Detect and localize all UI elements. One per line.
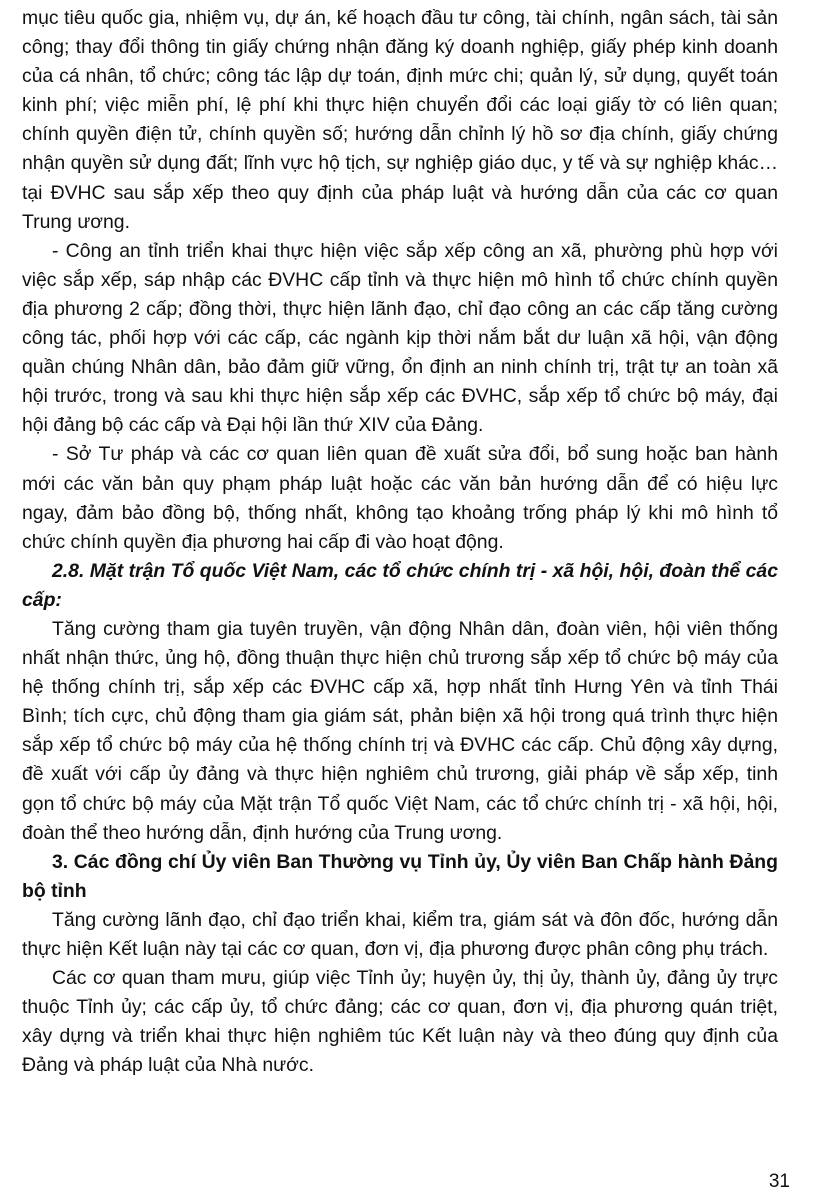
paragraph-agencies: Các cơ quan tham mưu, giúp việc Tỉnh ủy; huyện ủy, thị ủy, thành ủy, đảng ủy trực thuộc Tỉnh ủy; các cấp ủy, tổ chức đảng; các cơ quan, đơn vị, địa phương quán triệt, xây dựng và triển khai thực hiện nghiêm túc Kết luận này và theo đúng quy định của Đảng và pháp luật của Nhà nước. xyxy=(22,967,778,1077)
section-heading-2-8: 2.8. Mặt trận Tổ quốc Việt Nam, các tổ chức chính trị - xã hội, hội, đoàn thể các cấp: xyxy=(22,559,778,611)
paragraph-justice: - Sở Tư pháp và các cơ quan liên quan đề xuất sửa đổi, bổ sung hoặc ban hành mới các văn bản quy phạm pháp luật hoặc các văn bản hướng dẫn để có hiệu lực ngay, đảm bảo đồng bộ, thống nhất, không tạo khoảng trống pháp lý khi mô hình tổ chức chính quyền địa phương hai cấp đi vào hoạt động. xyxy=(22,443,778,553)
page-number: 31 xyxy=(768,1171,790,1192)
document-page xyxy=(22,4,778,1080)
paragraph-continuation: mục tiêu quốc gia, nhiệm vụ, dự án, kế hoạch đầu tư công, tài chính, ngân sách, tài sản công; thay đổi thông tin giấy chứng nhận đăng ký doanh nghiệp, giấy phép kinh doanh của cá nhân, tổ chức; công tác lập dự toán, định mức chi; quản lý, sử dụng, quyết toán kinh phí; việc miễn phí, lệ phí khi thực hiện chuyển đổi các loại giấy tờ có liên quan; chính quyền điện tử, chính quyền số; hướng dẫn chỉnh lý hồ sơ địa chính, giấy chứng nhận quyền sử dụng đất; lĩnh vực hộ tịch, sự nghiệp giáo dục, y tế và sự nghiệp khác… tại ĐVHC sau sắp xếp theo quy định của pháp luật và hướng dẫn của các cơ quan Trung ương. xyxy=(22,7,778,233)
paragraph-front: Tăng cường tham gia tuyên truyền, vận động Nhân dân, đoàn viên, hội viên thống nhất nhận thức, ủng hộ, đồng thuận thực hiện chủ trương sắp xếp tổ chức bộ máy của hệ thống chính trị, sắp xếp các ĐVHC cấp xã, hợp nhất tỉnh Hưng Yên và tỉnh Thái Bình; tích cực, chủ động tham gia giám sát, phản biện xã hội trong quá trình thực hiện sắp xếp tổ chức bộ máy của hệ thống chính trị và ĐVHC các cấp. Chủ động xây dựng, đề xuất với cấp ủy đảng và thực hiện nghiêm chủ trương, giải pháp về sắp xếp, tinh gọn tổ chức bộ máy của Mặt trận Tổ quốc Việt Nam, các tổ chức chính trị - xã hội, hội, đoàn thể theo hướng dẫn, định hướng của Trung ương. xyxy=(22,617,778,844)
section-heading-3: 3. Các đồng chí Ủy viên Ban Thường vụ Tỉnh ủy, Ủy viên Ban Chấp hành Đảng bộ tỉnh xyxy=(22,850,778,902)
paragraph-leadership: Tăng cường lãnh đạo, chỉ đạo triển khai, kiểm tra, giám sát và đôn đốc, hướng dẫn thực hiện Kết luận này tại các cơ quan, đơn vị, địa phương được phân công phụ trách. xyxy=(22,908,778,960)
paragraph-police: - Công an tỉnh triển khai thực hiện việc sắp xếp công an xã, phường phù hợp với việc sắp xếp, sáp nhập các ĐVHC cấp tỉnh và thực hiện mô hình tổ chức chính quyền địa phương 2 cấp; đồng thời, thực hiện lãnh đạo, chỉ đạo công an các cấp tăng cường công tác, phối hợp với các cấp, các ngành kịp thời nắm bắt dư luận xã hội, vận động quần chúng Nhân dân, bảo đảm giữ vững, ổn định an ninh chính trị, trật tự an toàn xã hội trước, trong và sau khi thực hiện sắp xếp các ĐVHC, sắp xếp tổ chức bộ máy, đại hội đảng bộ các cấp và Đại hội lần thứ XIV của Đảng. xyxy=(22,239,778,437)
